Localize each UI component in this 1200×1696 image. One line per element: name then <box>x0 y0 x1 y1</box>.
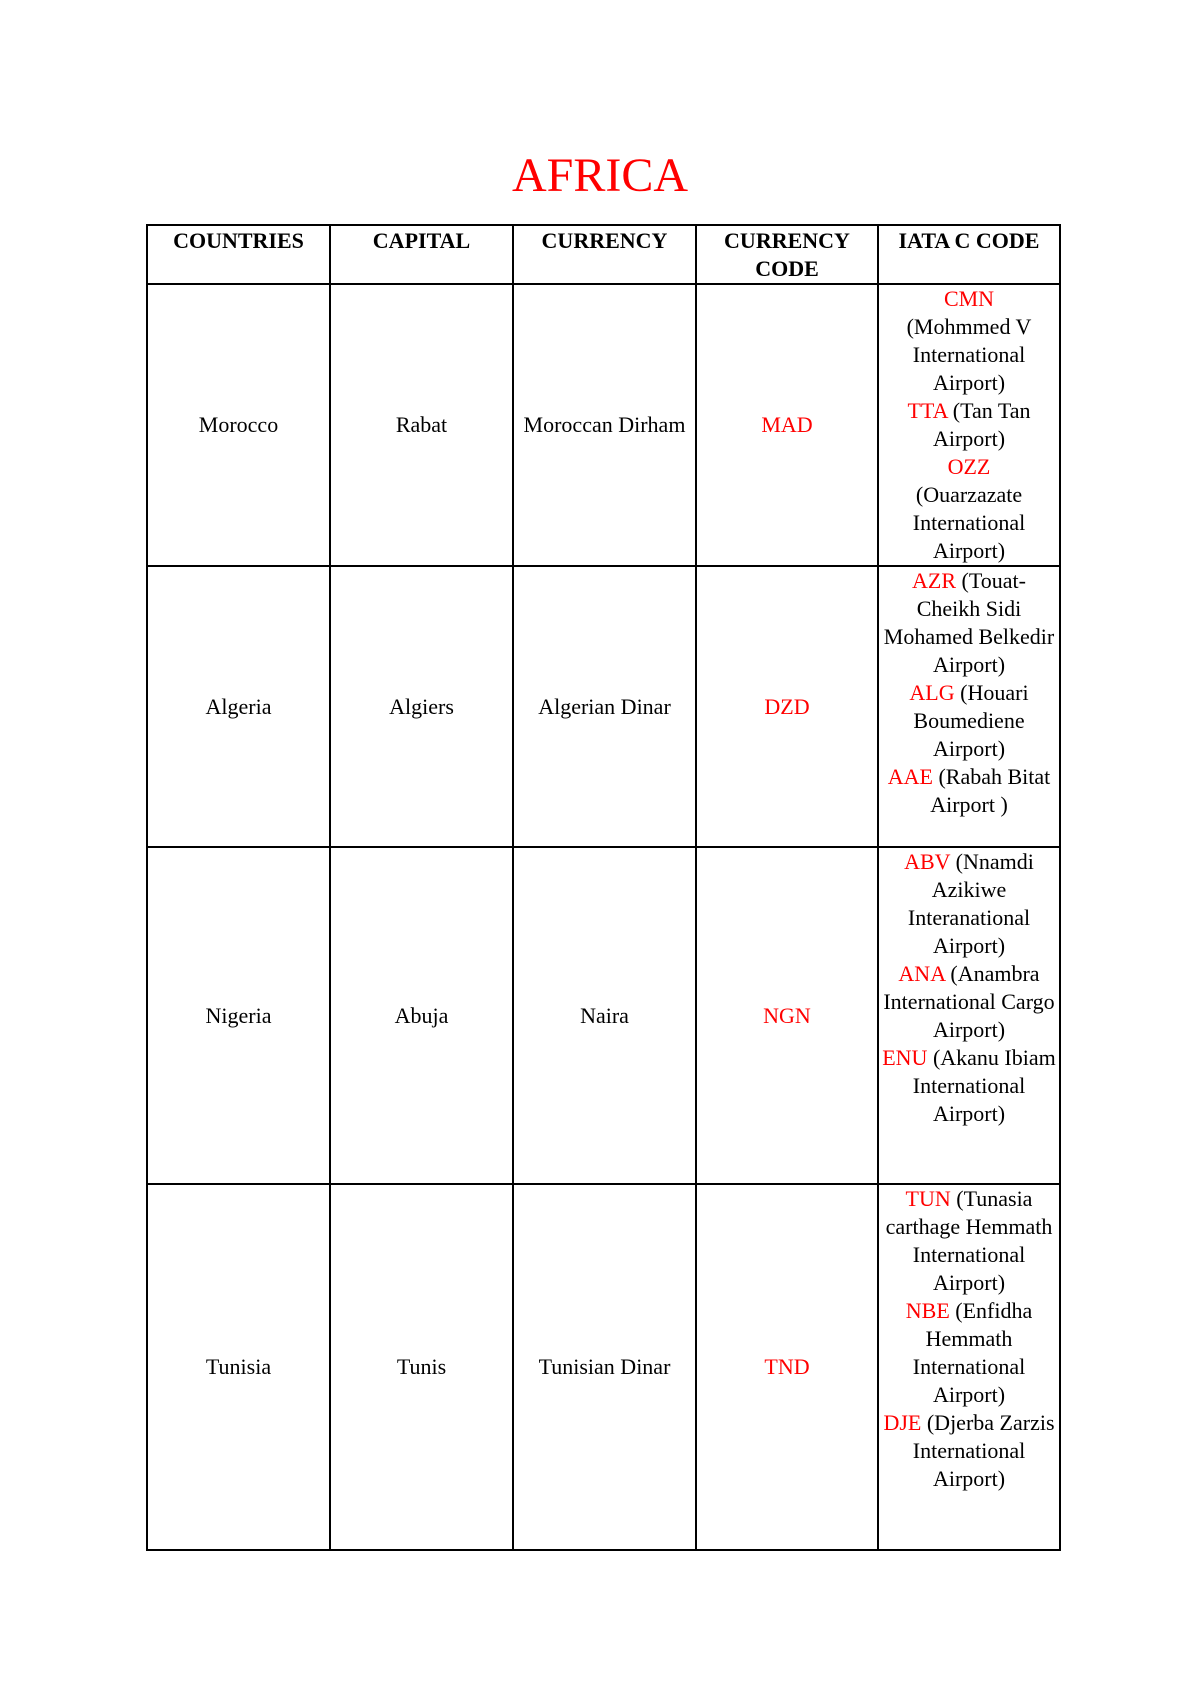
airport-code: ANA <box>898 961 945 986</box>
airport-name: (Mohmmed V International Airport) <box>906 314 1032 395</box>
airport-entry <box>881 1409 1057 1493</box>
airport-code: AAE <box>887 764 933 789</box>
header-currency-code: CURRENCY CODE <box>696 225 878 284</box>
airport-name: (Djerba Zarzis International Airport) <box>912 1410 1055 1491</box>
airport-entry <box>881 763 1057 819</box>
capital-cell: Abuja <box>330 847 513 1184</box>
header-iata-code: IATA C CODE <box>878 225 1060 284</box>
country-cell: Algeria <box>147 566 330 847</box>
airport-name: (Tunasia carthage Hemmath International Airport) <box>885 1186 1053 1295</box>
iata-code-cell <box>878 847 1060 1184</box>
airport-code: ALG <box>909 680 955 705</box>
airport-code: OZZ <box>947 454 991 479</box>
airport-entry <box>881 960 1057 1044</box>
country-cell: Tunisia <box>147 1184 330 1550</box>
currency-cell: Tunisian Dinar <box>513 1184 696 1550</box>
airport-code: DJE <box>883 1410 922 1435</box>
airport-entry <box>881 848 1057 960</box>
airport-name: (Rabah Bitat Airport ) <box>930 764 1051 817</box>
currency-cell: Moroccan Dirham <box>513 284 696 566</box>
airport-name: (Akanu Ibiam International Airport) <box>912 1045 1056 1126</box>
airport-entry <box>881 453 1057 565</box>
airport-entry <box>881 1044 1057 1128</box>
airport-name: (Houari Boumediene Airport) <box>913 680 1029 761</box>
airport-entry <box>881 285 1057 397</box>
capital-cell: Tunis <box>330 1184 513 1550</box>
header-currency: CURRENCY <box>513 225 696 284</box>
table-row <box>147 1184 1060 1550</box>
currency-code-cell: DZD <box>696 566 878 847</box>
airport-name: (Tan Tan Airport) <box>932 398 1031 451</box>
country-cell: Nigeria <box>147 847 330 1184</box>
currency-cell: Algerian Dinar <box>513 566 696 847</box>
countries-table <box>146 224 1061 1551</box>
currency-code-cell: MAD <box>696 284 878 566</box>
iata-code-cell <box>878 284 1060 566</box>
iata-code-cell <box>878 566 1060 847</box>
airport-code: ABV <box>904 849 951 874</box>
table-row <box>147 284 1060 566</box>
airport-entry <box>881 679 1057 763</box>
table-row <box>147 847 1060 1184</box>
airport-code: CMN <box>943 286 995 311</box>
airport-name: (Touat-Cheikh Sidi Mohamed Belkedir Airport) <box>883 568 1055 677</box>
page-title: AFRICA <box>511 149 689 202</box>
header-countries: COUNTRIES <box>147 225 330 284</box>
capital-cell: Rabat <box>330 284 513 566</box>
airport-name: (Enfidha Hemmath International Airport) <box>912 1298 1033 1407</box>
airport-code: NBE <box>905 1298 950 1323</box>
header-capital: CAPITAL <box>330 225 513 284</box>
country-cell: Morocco <box>147 284 330 566</box>
airport-name: (Ouarzazate International Airport) <box>912 482 1026 563</box>
airport-name: (Anambra International Cargo Airport) <box>883 961 1055 1042</box>
table-row <box>147 566 1060 847</box>
currency-code-cell: TND <box>696 1184 878 1550</box>
airport-code: AZR <box>912 568 957 593</box>
airport-code: TTA <box>907 398 948 423</box>
airport-entry <box>881 1297 1057 1409</box>
airport-entry <box>881 397 1057 453</box>
airport-entry <box>881 567 1057 679</box>
airport-code: TUN <box>905 1186 951 1211</box>
airport-name: (Nnamdi Azikiwe Interanational Airport) <box>907 849 1034 958</box>
table-header-row <box>147 225 1060 284</box>
currency-code-cell: NGN <box>696 847 878 1184</box>
currency-cell: Naira <box>513 847 696 1184</box>
capital-cell: Algiers <box>330 566 513 847</box>
airport-entry <box>881 1185 1057 1297</box>
airport-code: ENU <box>882 1045 928 1070</box>
iata-code-cell <box>878 1184 1060 1550</box>
